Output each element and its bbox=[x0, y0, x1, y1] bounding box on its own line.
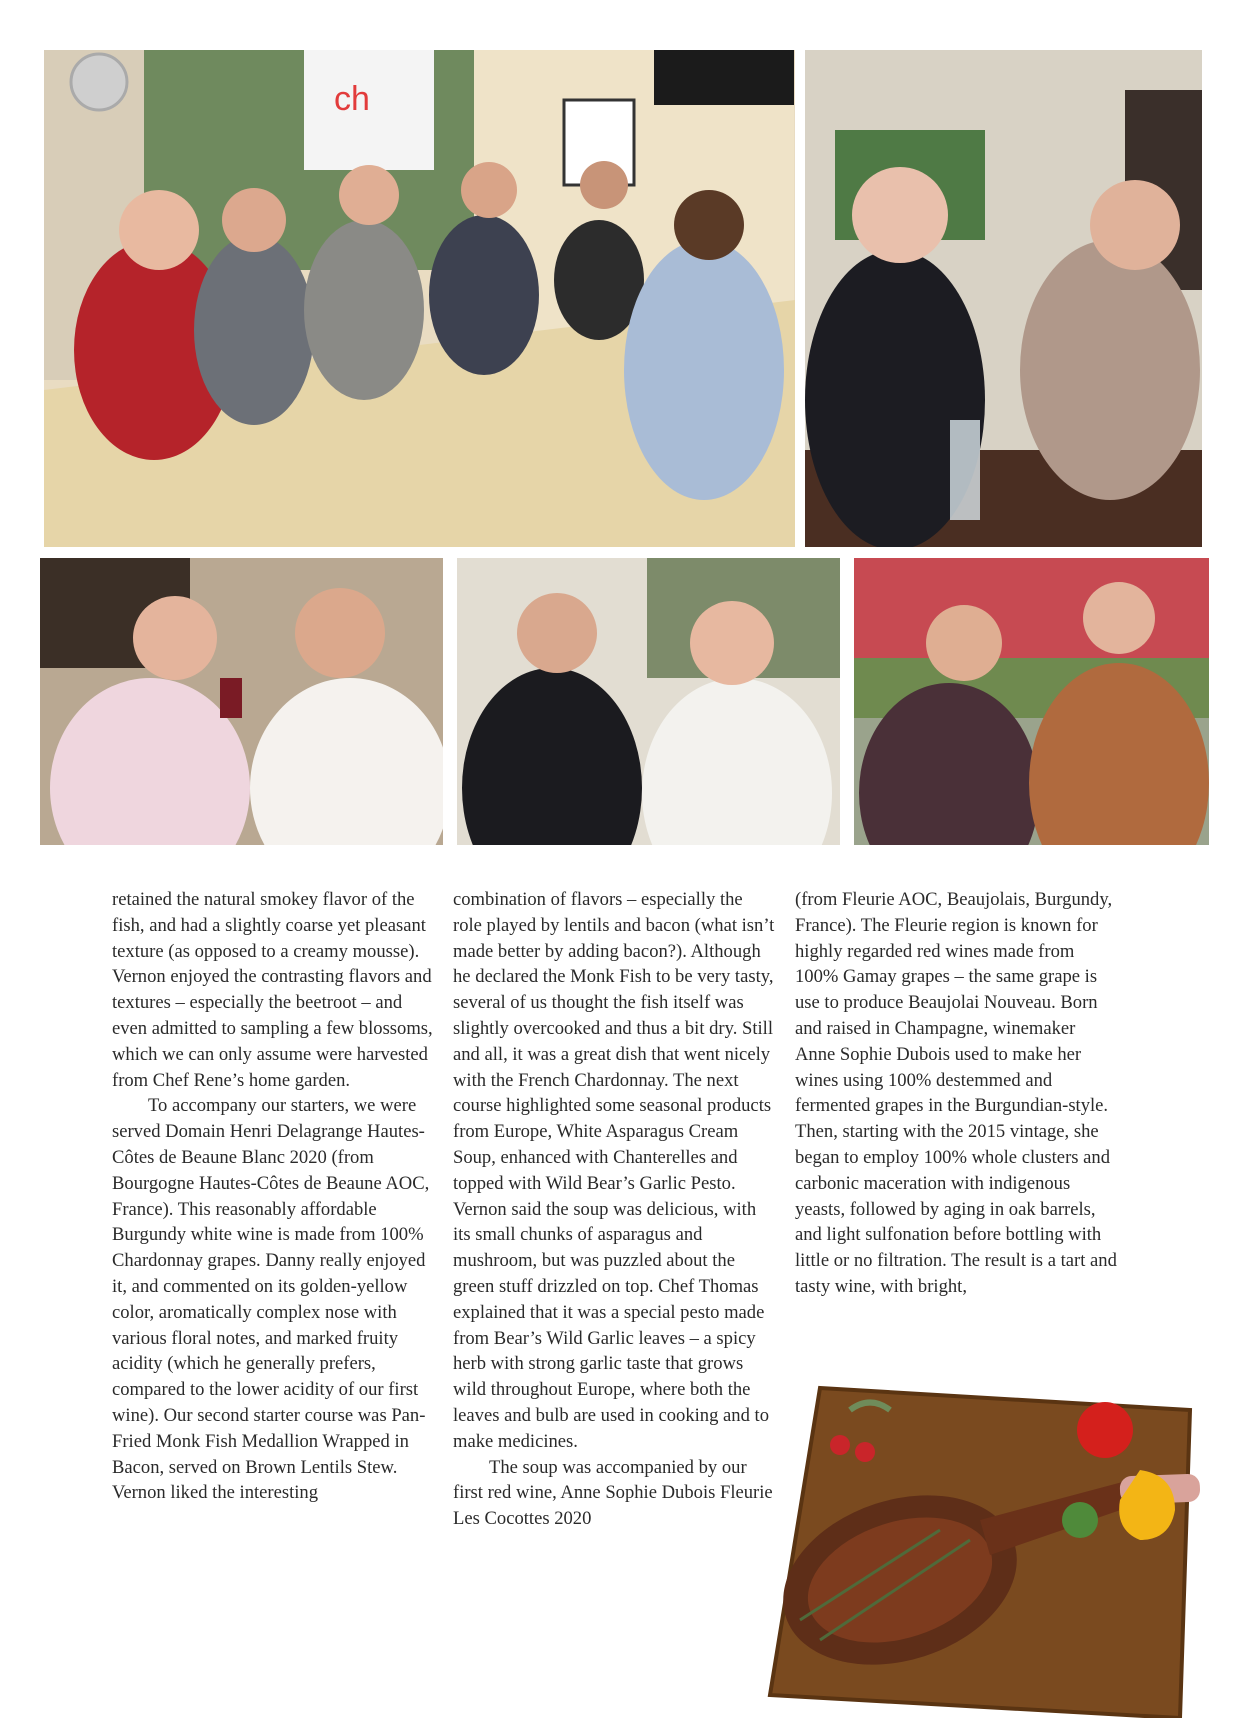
photo-pair-outdoor bbox=[854, 558, 1209, 845]
group-toasting-photo bbox=[44, 50, 795, 547]
article-column-1 bbox=[112, 887, 434, 1506]
article-paragraph: To accompany our starters, we were served Domain Henri Delagrange Hautes-Côtes de Beaune Blanc 2020 (from Bourgogne Hautes-Côtes de Beaune AOC, France). This reasonably affordable Burgundy white wine is made from 100% Chardonnay grapes. Danny really enjoyed it, and commented on its golden-yellow color, aromatically complex nose with various floral notes, and marked fruity acidity (which he generally prefers, compared to the lower acidity of our first wine). Our second starter course was Pan-Fried Monk Fish Medallion Wrapped in Bacon, served on Brown Lentils Stew. Vernon liked the interesting bbox=[112, 1095, 430, 1504]
photo-group-table bbox=[44, 50, 795, 547]
article-paragraph: retained the natural smokey flavor of the fish, and had a slightly coarse yet pleasant texture (as opposed to a creamy mousse). Vernon enjoyed the contrasting flavors and textures – especially the beetroot – and even admitted to sampling a few blossoms, which we can only assume were harvested from Chef Rene’s home garden. bbox=[112, 889, 433, 1091]
photo-tomahawk-steak bbox=[760, 1380, 1230, 1718]
photo-pair-white-wine bbox=[457, 558, 840, 845]
photo-pair-red-wine bbox=[40, 558, 443, 845]
two-men-outdoor-photo bbox=[854, 558, 1209, 845]
two-men-photo bbox=[805, 50, 1202, 547]
window-sign-text: ch bbox=[334, 80, 370, 118]
article-paragraph: combination of flavors – especially the role played by lentils and bacon (what isn’t made better by adding bacon?). Although he declared the Monk Fish to be very tasty, several of us thought the fish itself was slightly overcooked and thus a bit dry. Still and all, it was a great dish that went nicely with the French Chardonnay. The next course highlighted some seasonal products from Europe, White Asparagus Cream Soup, enhanced with Chanterelles and topped with Wild Bear’s Garlic Pesto. Vernon said the soup was delicious, with its small chunks of asparagus and mushroom, but was puzzled about the green stuff drizzled on top. Chef Thomas explained that it was a special pesto made from Bear’s Wild Garlic leaves – a spicy herb with strong garlic taste that grows wild throughout Europe, where both the leaves and bulb are used in cooking and to make medicines. bbox=[453, 889, 775, 1452]
article-paragraph: The soup was accompanied by our first red wine, Anne Sophie Dubois Fleurie Les Cocottes 2020 bbox=[453, 1456, 773, 1530]
photo-two-men-bar bbox=[805, 50, 1202, 547]
article-column-3 bbox=[795, 887, 1117, 1300]
steak-board-photo bbox=[760, 1380, 1230, 1718]
article-column-2 bbox=[453, 887, 775, 1532]
two-men-red-wine-photo bbox=[40, 558, 443, 845]
article-paragraph: (from Fleurie AOC, Beaujolais, Burgundy, France). The Fleurie region is known for highly regarded red wines made from 100% Gamay grapes – the same grape is use to produce Beaujolai Nouveau. Born and raised in Champagne, winemaker Anne Sophie Dubois used to make her wines using 100% destemmed and fermented grapes in the Burgundian-style. Then, starting with the 2015 vintage, she began to employ 100% whole clusters and carbonic maceration with indigenous yeasts, followed by aging in oak barrels, and light sulfonation before bottling with little or no filtration. The result is a tart and tasty wine, with bright, bbox=[795, 889, 1117, 1297]
two-men-white-wine-photo bbox=[457, 558, 840, 845]
